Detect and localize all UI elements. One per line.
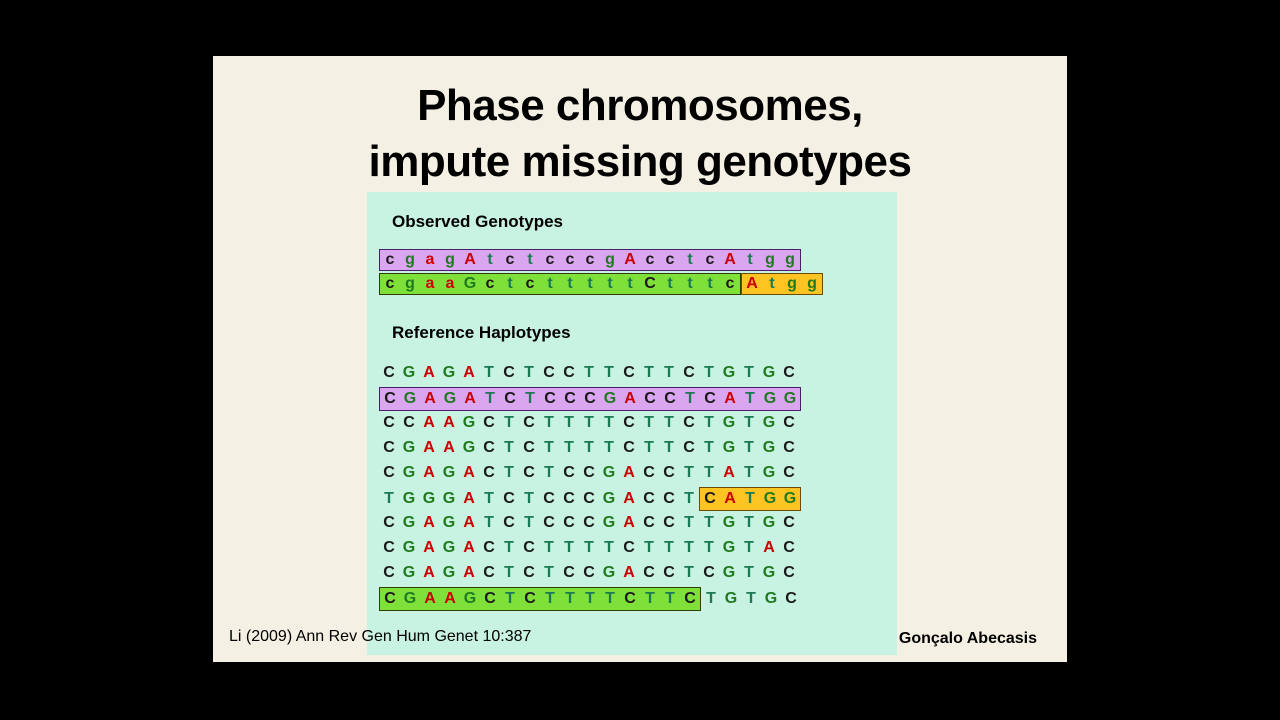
- sequence-base: G: [443, 390, 457, 407]
- sequence-base: G: [422, 490, 436, 507]
- sequence-highlight-segment: [379, 387, 801, 411]
- sequence-base: C: [683, 414, 695, 431]
- sequence-base: C: [783, 514, 795, 531]
- sequence-base: G: [763, 490, 777, 507]
- sequence-base: C: [644, 390, 656, 407]
- sequence-base: T: [744, 439, 754, 456]
- sequence-base: A: [463, 364, 475, 381]
- sequence-base: T: [504, 564, 514, 581]
- sequence-base: G: [762, 564, 776, 581]
- sequence-base: C: [483, 539, 495, 556]
- sequence-base: A: [623, 564, 635, 581]
- sequence-base: C: [523, 564, 535, 581]
- sequence-base: C: [643, 514, 655, 531]
- sequence-base: c: [725, 275, 735, 292]
- sequence-base: c: [385, 275, 395, 292]
- sequence-base: T: [704, 414, 714, 431]
- sequence-base: T: [664, 539, 674, 556]
- sequence-base: C: [624, 590, 636, 607]
- sequence-base: G: [762, 514, 776, 531]
- sequence-base: T: [665, 590, 675, 607]
- sequence-base: A: [746, 275, 758, 292]
- sequence-base: C: [663, 464, 675, 481]
- sequence-base: A: [763, 539, 775, 556]
- sequence-base: a: [425, 275, 435, 292]
- sequence-base: G: [402, 490, 416, 507]
- sequence-base: G: [602, 564, 616, 581]
- sequence-base: C: [543, 364, 555, 381]
- sequence-base: C: [623, 439, 635, 456]
- sequence-base: G: [722, 564, 736, 581]
- sequence-base: T: [706, 590, 716, 607]
- sequence-base: t: [527, 251, 533, 268]
- sequence-base: C: [544, 390, 556, 407]
- sequence-base: c: [545, 251, 555, 268]
- sequence-base: G: [402, 364, 416, 381]
- sequence-base: G: [603, 390, 617, 407]
- sequence-base: A: [623, 490, 635, 507]
- sequence-base: G: [763, 390, 777, 407]
- citation-text: Li (2009) Ann Rev Gen Hum Genet 10:387: [229, 628, 532, 645]
- sequence-base: G: [403, 390, 417, 407]
- sequence-base: T: [545, 590, 555, 607]
- sequence-base: C: [623, 539, 635, 556]
- sequence-base: T: [684, 490, 694, 507]
- sequence-base: T: [484, 514, 494, 531]
- sequence-base: T: [644, 439, 654, 456]
- sequence-base: A: [423, 464, 435, 481]
- sequence-base: T: [384, 490, 394, 507]
- sequence-base: T: [544, 439, 554, 456]
- sequence-base: C: [563, 564, 575, 581]
- sequence-base: C: [543, 490, 555, 507]
- sequence-base: A: [423, 564, 435, 581]
- sequence-base: T: [704, 464, 714, 481]
- sequence-base: G: [442, 564, 456, 581]
- sequence-base: t: [587, 275, 593, 292]
- sequence-base: T: [544, 564, 554, 581]
- sequence-base: C: [403, 414, 415, 431]
- sequence-base: g: [605, 251, 615, 268]
- sequence-base: t: [687, 275, 693, 292]
- sequence-highlight-segment: [379, 249, 801, 271]
- sequence-base: T: [605, 590, 615, 607]
- sequence-base: T: [704, 439, 714, 456]
- sequence-base: T: [585, 590, 595, 607]
- sequence-base: A: [464, 251, 476, 268]
- sequence-base: G: [442, 364, 456, 381]
- sequence-base: A: [444, 590, 456, 607]
- sequence-base: g: [765, 251, 775, 268]
- sequence-base: T: [704, 514, 714, 531]
- sequence-base: A: [424, 590, 436, 607]
- sequence-base: T: [524, 364, 534, 381]
- sequence-base: T: [484, 490, 494, 507]
- observed-haplotype-2: [379, 273, 823, 293]
- sequence-base: C: [503, 490, 515, 507]
- sequence-base: G: [724, 590, 738, 607]
- sequence-base: T: [565, 590, 575, 607]
- sequence-base: C: [564, 390, 576, 407]
- sequence-base: T: [504, 414, 514, 431]
- sequence-base: t: [687, 251, 693, 268]
- sequence-base: T: [564, 439, 574, 456]
- sequence-base: T: [524, 490, 534, 507]
- sequence-base: T: [744, 514, 754, 531]
- sequence-base: A: [723, 464, 735, 481]
- sequence-base: G: [442, 490, 456, 507]
- sequence-base: T: [604, 364, 614, 381]
- sequence-base: T: [504, 464, 514, 481]
- sequence-base: T: [664, 439, 674, 456]
- sequence-base: T: [645, 590, 655, 607]
- sequence-base: t: [487, 251, 493, 268]
- sequence-base: G: [602, 514, 616, 531]
- sequence-base: c: [665, 251, 675, 268]
- sequence-base: A: [423, 439, 435, 456]
- sequence-base: T: [684, 514, 694, 531]
- sequence-base: G: [442, 514, 456, 531]
- sequence-base: T: [524, 514, 534, 531]
- sequence-base: C: [663, 490, 675, 507]
- sequence-base: T: [684, 464, 694, 481]
- sequence-base: C: [684, 590, 696, 607]
- sequence-base: C: [783, 364, 795, 381]
- sequence-base: T: [604, 414, 614, 431]
- reference-haplotype-6: [379, 487, 801, 509]
- sequence-base: C: [384, 590, 396, 607]
- page-title: [213, 56, 1067, 191]
- sequence-base: C: [643, 464, 655, 481]
- sequence-base: C: [663, 564, 675, 581]
- sequence-base: c: [525, 275, 535, 292]
- sequence-base: G: [762, 414, 776, 431]
- sequence-base: T: [564, 539, 574, 556]
- sequence-base: g: [405, 275, 415, 292]
- sequence-base: A: [423, 539, 435, 556]
- sequence-base: G: [442, 539, 456, 556]
- sequence-base: C: [783, 439, 795, 456]
- sequence-base: C: [383, 464, 395, 481]
- sequence-base: G: [402, 514, 416, 531]
- sequence-base: C: [623, 414, 635, 431]
- observed-genotypes-heading: Observed Genotypes: [392, 212, 564, 231]
- sequence-base: c: [485, 275, 495, 292]
- sequence-base: G: [762, 439, 776, 456]
- sequence-base: A: [724, 390, 736, 407]
- sequence-base: A: [623, 464, 635, 481]
- sequence-base: T: [484, 364, 494, 381]
- sequence-base: T: [604, 539, 614, 556]
- sequence-base: C: [584, 390, 596, 407]
- sequence-base: C: [583, 514, 595, 531]
- sequence-base: G: [762, 364, 776, 381]
- sequence-base: g: [405, 251, 415, 268]
- sequence-base: G: [722, 364, 736, 381]
- sequence-base: T: [644, 539, 654, 556]
- reference-haplotype-8: [379, 537, 799, 559]
- sequence-base: C: [483, 414, 495, 431]
- sequence-base: C: [383, 364, 395, 381]
- sequence-base: G: [462, 439, 476, 456]
- sequence-base: C: [643, 490, 655, 507]
- sequence-base: C: [563, 490, 575, 507]
- sequence-base: c: [705, 251, 715, 268]
- sequence-base: t: [627, 275, 633, 292]
- sequence-base: C: [503, 364, 515, 381]
- sequence-base: C: [523, 439, 535, 456]
- sequence-base: G: [722, 439, 736, 456]
- sequence-base: G: [602, 464, 616, 481]
- sequence-base: A: [463, 564, 475, 581]
- sequence-base: c: [385, 251, 395, 268]
- sequence-base: G: [402, 464, 416, 481]
- sequence-base: T: [525, 390, 535, 407]
- sequence-base: G: [722, 514, 736, 531]
- sequence-base: T: [505, 590, 515, 607]
- sequence-base: C: [785, 590, 797, 607]
- sequence-base: T: [664, 414, 674, 431]
- sequence-base: t: [747, 251, 753, 268]
- sequence-base: t: [547, 275, 553, 292]
- sequence-base: C: [683, 364, 695, 381]
- sequence-base: G: [463, 275, 477, 292]
- sequence-highlight-segment: [699, 487, 801, 511]
- sequence-base: T: [564, 414, 574, 431]
- author-name: Gonçalo Abecasis: [898, 630, 1037, 647]
- sequence-base: t: [707, 275, 713, 292]
- sequence-base: C: [524, 590, 536, 607]
- sequence-base: T: [704, 539, 714, 556]
- slide: [213, 56, 1067, 662]
- sequence-base: G: [722, 539, 736, 556]
- sequence-base: G: [402, 564, 416, 581]
- sequence-base: G: [783, 490, 797, 507]
- sequence-base: A: [424, 390, 436, 407]
- sequence-base: C: [383, 514, 395, 531]
- sequence-base: A: [724, 490, 736, 507]
- sequence-base: t: [567, 275, 573, 292]
- sequence-base: T: [685, 390, 695, 407]
- reference-haplotype-2: [379, 387, 801, 409]
- sequence-base: C: [383, 414, 395, 431]
- sequence-base: T: [604, 439, 614, 456]
- sequence-base: T: [684, 564, 694, 581]
- sequence-base: T: [744, 414, 754, 431]
- sequence-highlight-segment: [379, 273, 741, 295]
- reference-haplotype-9: [379, 562, 799, 584]
- sequence-base: A: [623, 514, 635, 531]
- sequence-base: C: [783, 414, 795, 431]
- sequence-base: c: [585, 251, 595, 268]
- sequence-base: A: [443, 414, 455, 431]
- page-title-line-2: impute missing genotypes: [368, 137, 912, 187]
- reference-haplotype-3: [379, 412, 799, 434]
- sequence-base: g: [445, 251, 455, 268]
- page-title-line-1: Phase chromosomes,: [417, 81, 863, 130]
- sequence-base: T: [746, 590, 756, 607]
- sequence-base: C: [383, 439, 395, 456]
- sequence-highlight-segment: [741, 273, 823, 295]
- sequence-base: G: [762, 464, 776, 481]
- sequence-base: C: [583, 490, 595, 507]
- sequence-base: c: [565, 251, 575, 268]
- reference-haplotypes-heading: Reference Haplotypes: [392, 323, 571, 342]
- sequence-base: T: [584, 539, 594, 556]
- sequence-base: A: [464, 390, 476, 407]
- sequence-base: C: [563, 364, 575, 381]
- sequence-base: G: [463, 590, 477, 607]
- sequence-base: T: [744, 364, 754, 381]
- sequence-base: C: [563, 464, 575, 481]
- sequence-base: T: [504, 539, 514, 556]
- sequence-base: T: [485, 390, 495, 407]
- sequence-base: T: [664, 364, 674, 381]
- reference-haplotype-1: [379, 362, 799, 384]
- sequence-base: c: [505, 251, 515, 268]
- sequence-base: A: [724, 251, 736, 268]
- reference-haplotype-10: [379, 587, 801, 609]
- sequence-base: T: [544, 464, 554, 481]
- sequence-base: A: [463, 514, 475, 531]
- sequence-base: C: [623, 364, 635, 381]
- sequence-base: T: [704, 364, 714, 381]
- sequence-base: C: [504, 390, 516, 407]
- sequence-base: T: [644, 364, 654, 381]
- sequence-base: C: [563, 514, 575, 531]
- sequence-base: g: [787, 275, 797, 292]
- sequence-base: C: [663, 514, 675, 531]
- sequence-base: A: [463, 490, 475, 507]
- sequence-base: T: [745, 490, 755, 507]
- sequence-base: t: [667, 275, 673, 292]
- sequence-base: G: [783, 390, 797, 407]
- sequence-base: A: [624, 390, 636, 407]
- sequence-base: A: [443, 439, 455, 456]
- sequence-base: a: [445, 275, 455, 292]
- reference-haplotype-4: [379, 437, 799, 459]
- sequence-base: t: [507, 275, 513, 292]
- sequence-base: C: [704, 390, 716, 407]
- sequence-base: T: [644, 414, 654, 431]
- sequence-base: G: [764, 590, 778, 607]
- sequence-base: C: [703, 564, 715, 581]
- observed-haplotype-1: [379, 249, 801, 269]
- sequence-base: C: [783, 539, 795, 556]
- sequence-base: A: [423, 414, 435, 431]
- sequence-base: T: [744, 464, 754, 481]
- sequence-base: t: [607, 275, 613, 292]
- sequence-base: T: [504, 439, 514, 456]
- sequence-base: C: [543, 514, 555, 531]
- sequence-base: T: [584, 414, 594, 431]
- sequence-base: G: [722, 414, 736, 431]
- sequence-base: g: [785, 251, 795, 268]
- sequence-base: T: [544, 414, 554, 431]
- sequence-base: c: [645, 251, 655, 268]
- sequence-base: a: [425, 251, 435, 268]
- sequence-base: C: [664, 390, 676, 407]
- sequence-base: C: [383, 564, 395, 581]
- reference-haplotype-7: [379, 512, 799, 534]
- sequence-base: C: [484, 590, 496, 607]
- sequence-base: T: [684, 539, 694, 556]
- sequence-base: T: [744, 564, 754, 581]
- sequence-base: C: [384, 390, 396, 407]
- sequence-base: G: [442, 464, 456, 481]
- sequence-base: C: [483, 564, 495, 581]
- sequence-base: C: [704, 490, 716, 507]
- sequence-base: C: [583, 564, 595, 581]
- sequence-base: C: [483, 464, 495, 481]
- sequence-base: T: [745, 390, 755, 407]
- sequence-base: A: [463, 464, 475, 481]
- sequence-base: A: [624, 251, 636, 268]
- sequence-base: C: [583, 464, 595, 481]
- sequence-base: T: [584, 439, 594, 456]
- sequence-base: G: [462, 414, 476, 431]
- sequence-base: A: [463, 539, 475, 556]
- sequence-base: T: [744, 539, 754, 556]
- reference-haplotype-5: [379, 462, 799, 484]
- sequence-base: C: [383, 539, 395, 556]
- sequence-base: C: [783, 564, 795, 581]
- sequence-base: T: [544, 539, 554, 556]
- sequence-highlight-segment: [379, 587, 701, 611]
- sequence-base: C: [523, 414, 535, 431]
- sequence-base: C: [643, 564, 655, 581]
- sequence-base: A: [423, 514, 435, 531]
- sequence-base: T: [584, 364, 594, 381]
- sequence-base: g: [807, 275, 817, 292]
- sequence-base: C: [644, 275, 656, 292]
- sequence-base: A: [423, 364, 435, 381]
- sequence-base: C: [523, 539, 535, 556]
- sequence-base: C: [523, 464, 535, 481]
- sequence-base: C: [483, 439, 495, 456]
- sequence-base: G: [602, 490, 616, 507]
- sequence-base: G: [403, 590, 417, 607]
- sequence-base: C: [503, 514, 515, 531]
- sequence-base: G: [402, 439, 416, 456]
- genotype-panel: [367, 192, 897, 655]
- sequence-base: G: [402, 539, 416, 556]
- sequence-base: C: [783, 464, 795, 481]
- sequence-base: C: [683, 439, 695, 456]
- sequence-base: t: [769, 275, 775, 292]
